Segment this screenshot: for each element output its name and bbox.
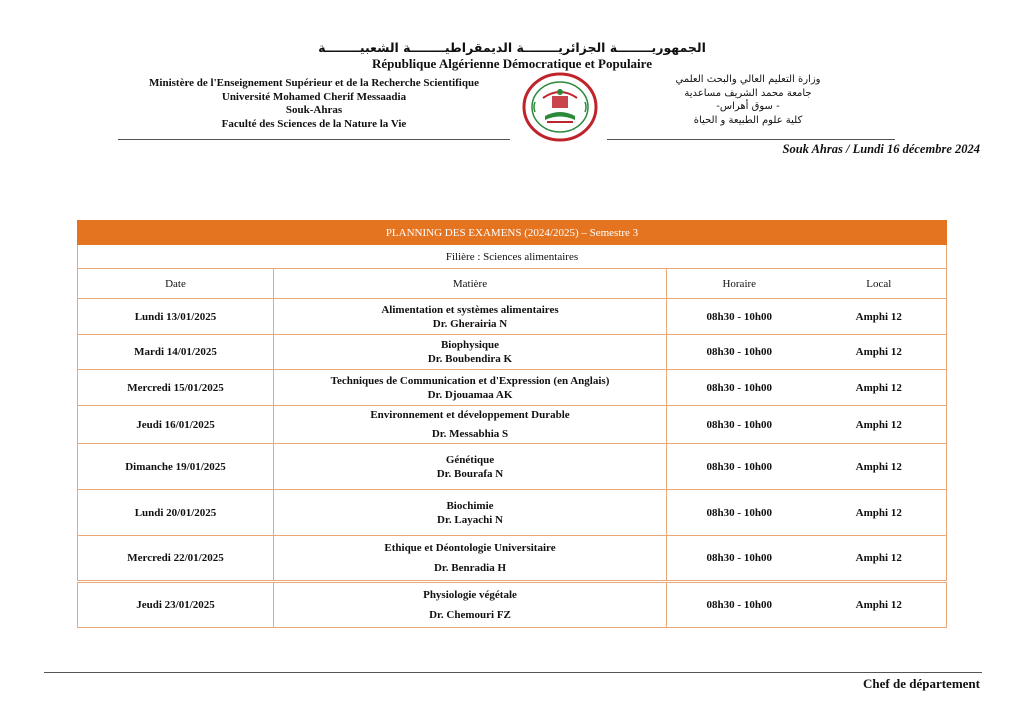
exam-time: 08h30 - 10h00 bbox=[667, 536, 812, 582]
exam-subject-cell bbox=[274, 490, 667, 536]
exam-date: Jeudi 23/01/2025 bbox=[78, 582, 274, 628]
exam-room: Amphi 12 bbox=[812, 490, 947, 536]
exam-subject: Physiologie végétale bbox=[423, 589, 517, 601]
exam-time: 08h30 - 10h00 bbox=[667, 406, 812, 444]
table-title: PLANNING DES EXAMENS (2024/2025) – Semestre 3 bbox=[78, 221, 947, 245]
exam-subject-cell bbox=[274, 582, 667, 628]
signature-label: Chef de département bbox=[863, 676, 980, 691]
exam-subject: Alimentation et systèmes alimentaires bbox=[381, 303, 559, 316]
exam-date: Dimanche 19/01/2025 bbox=[78, 444, 274, 490]
exam-subject-cell bbox=[274, 444, 667, 490]
exam-teacher: Dr. Bourafa N bbox=[436, 467, 504, 480]
ministry-line-ar: وزارة التعليم العالي والبحث العلمي bbox=[675, 74, 821, 85]
exam-date: Mardi 14/01/2025 bbox=[78, 335, 274, 370]
column-header-horaire: Horaire bbox=[667, 269, 812, 299]
table-row bbox=[78, 335, 947, 370]
exam-teacher: Dr. Messabhia S bbox=[431, 428, 509, 440]
exam-subject-cell bbox=[274, 370, 667, 406]
exam-room: Amphi 12 bbox=[812, 406, 947, 444]
exam-date: Jeudi 16/01/2025 bbox=[78, 406, 274, 444]
city-line: Souk-Ahras bbox=[285, 104, 343, 116]
exam-time: 08h30 - 10h00 bbox=[667, 370, 812, 406]
exam-room: Amphi 12 bbox=[812, 335, 947, 370]
exam-subject-cell bbox=[274, 335, 667, 370]
exam-subject: Ethique et Déontologie Universitaire bbox=[384, 542, 556, 554]
exam-teacher: Dr. Layachi N bbox=[437, 513, 503, 526]
document-date: Souk Ahras / Lundi 16 décembre 2024 bbox=[782, 142, 980, 156]
exam-teacher: Dr. Djouamaa AK bbox=[427, 388, 513, 401]
ministry-line: Ministère de l'Enseignement Supérieur et de la Recherche Scientifique bbox=[149, 77, 479, 89]
column-header-date: Date bbox=[78, 269, 274, 299]
table-row bbox=[78, 582, 947, 628]
city-line-ar: - سوق أهراس- bbox=[716, 101, 780, 112]
table-row bbox=[78, 490, 947, 536]
university-line-ar: جامعة محمد الشريف مساعدية bbox=[684, 87, 812, 99]
exam-room: Amphi 12 bbox=[812, 536, 947, 582]
exam-subject: Biochimie bbox=[446, 499, 494, 512]
filiere-row bbox=[78, 245, 947, 269]
exam-time: 08h30 - 10h00 bbox=[667, 444, 812, 490]
exam-subject: Techniques de Communication et d'Expression (en Anglais) bbox=[330, 374, 610, 387]
university-line: Université Mohamed Cherif Messaadia bbox=[221, 90, 407, 103]
table-row bbox=[78, 406, 947, 444]
exam-subject-cell bbox=[274, 536, 667, 582]
header-divider-right bbox=[607, 139, 895, 140]
exam-subject: Biophysique bbox=[440, 339, 500, 351]
exam-room: Amphi 12 bbox=[812, 299, 947, 335]
exam-date: Mercredi 15/01/2025 bbox=[78, 370, 274, 406]
exam-schedule-table bbox=[77, 220, 947, 628]
institution-arabic-block bbox=[612, 73, 884, 127]
exam-time: 08h30 - 10h00 bbox=[667, 335, 812, 370]
exam-subject: Génétique bbox=[445, 453, 495, 466]
exam-date: Mercredi 22/01/2025 bbox=[78, 536, 274, 582]
exam-room: Amphi 12 bbox=[812, 582, 947, 628]
french-republic-title: République Algérienne Démocratique et Populaire bbox=[372, 56, 652, 71]
exam-room: Amphi 12 bbox=[812, 444, 947, 490]
column-header-matiere: Matière bbox=[274, 269, 667, 299]
exam-date: Lundi 20/01/2025 bbox=[78, 490, 274, 536]
institution-french-block bbox=[118, 77, 510, 131]
column-header-row bbox=[78, 269, 947, 299]
table-row bbox=[78, 444, 947, 490]
exam-subject-cell bbox=[274, 406, 667, 444]
column-header-local: Local bbox=[812, 269, 947, 299]
arabic-republic-title: الجمهوريــــــــة الجزائريــــــــة الديمقراطيــــــــة الشعبيــــــــة bbox=[318, 40, 706, 55]
exam-room: Amphi 12 bbox=[812, 370, 947, 406]
faculty-line: Faculté des Sciences de la Nature la Vie bbox=[221, 117, 407, 130]
faculty-line-ar: كلية علوم الطبيعة و الحياة bbox=[693, 114, 803, 126]
exam-teacher: Dr. Benradia H bbox=[433, 562, 506, 574]
exam-time: 08h30 - 10h00 bbox=[667, 582, 812, 628]
exam-time: 08h30 - 10h00 bbox=[667, 490, 812, 536]
exam-teacher: Dr. Gherairia N bbox=[432, 317, 508, 330]
exam-teacher: Dr. Boubendira K bbox=[427, 353, 513, 365]
table-row bbox=[78, 299, 947, 335]
exam-subject-cell bbox=[274, 299, 667, 335]
header-divider-left bbox=[118, 139, 510, 140]
table-row bbox=[78, 370, 947, 406]
table-row bbox=[78, 536, 947, 582]
exam-teacher: Dr. Chemouri FZ bbox=[429, 609, 511, 621]
university-seal-icon bbox=[521, 72, 599, 142]
exam-subject: Environnement et développement Durable bbox=[370, 409, 570, 421]
exam-date: Lundi 13/01/2025 bbox=[78, 299, 274, 335]
footer-divider bbox=[44, 672, 982, 673]
filiere-label: Filière : Sciences alimentaires bbox=[78, 245, 947, 269]
exam-time: 08h30 - 10h00 bbox=[667, 299, 812, 335]
table-title-row bbox=[78, 221, 947, 245]
